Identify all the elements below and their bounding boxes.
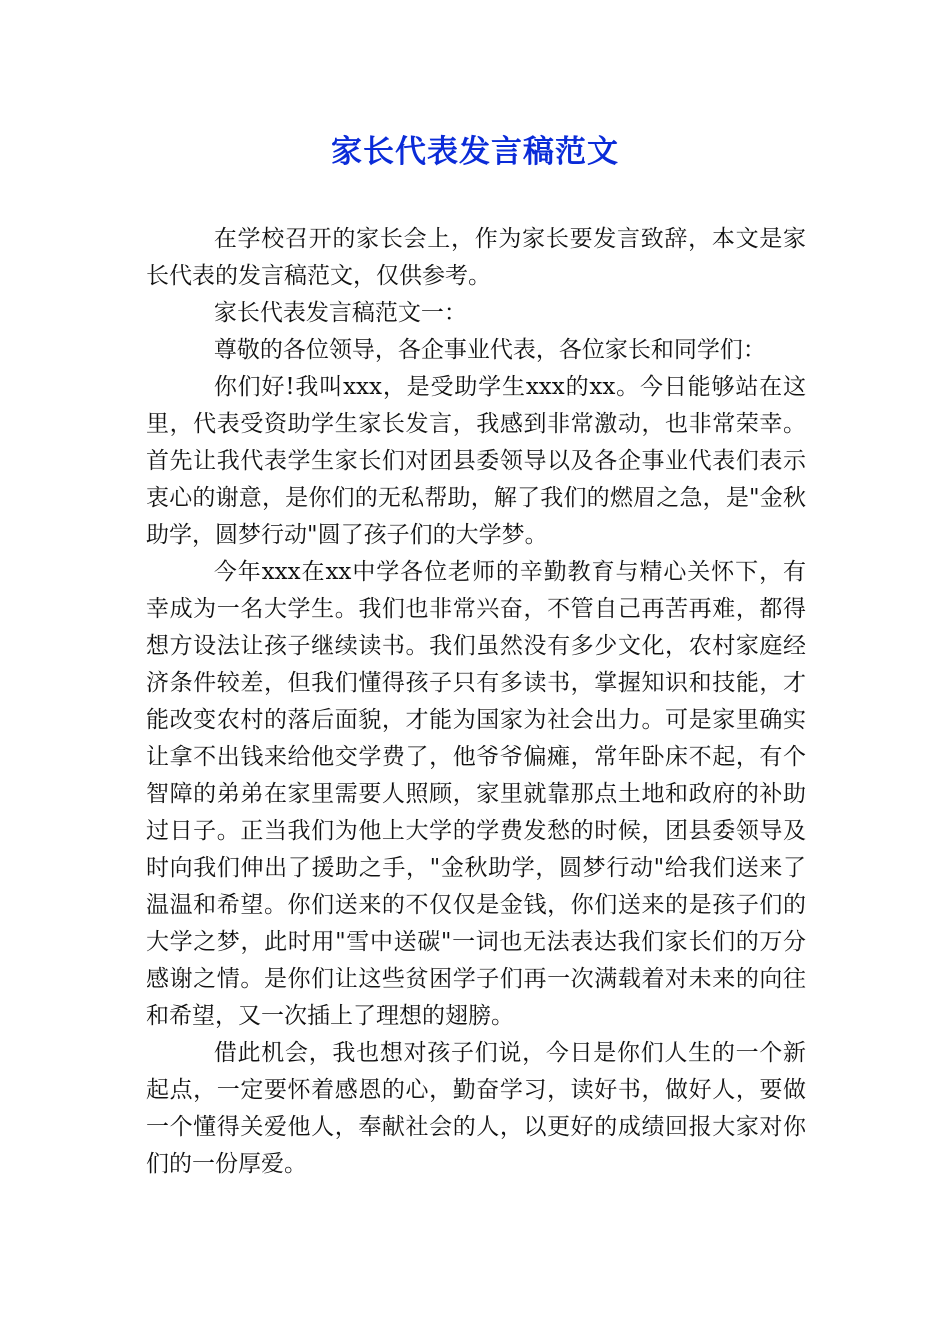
page-title: 家长代表发言稿范文: [331, 134, 619, 170]
paragraph-main: 今年xxx在xx中学各位老师的辛勤教育与精心关怀下，有幸成为一名大学生。我们也非常兴奋，不管自己再苦再难，都得想方设法让孩子继续读书。我们虽然没有多少文化，农村家庭经济条件较差，但我们懂得孩子只有多读书，掌握知识和技能，才能改变农村的落后面貌，才能为国家为社会出力。可是家里确实让拿不出钱来给他交学费了，他爷爷偏瘫，常年卧床不起，有个智障的弟弟在家里需要人照顾，家里就靠那点土地和政府的补助过日子。正当我们为他上大学的学费发愁的时候，团县委领导及时向我们伸出了援助之手，"金秋助学，圆梦行动"给我们送来了温温和希望。你们送来的不仅仅是金钱，你们送来的是孩子们的大学之梦，此时用"雪中送碳"一词也无法表达我们家长们的万分感谢之情。是你们让这些贫困学子们再一次满载着对未来的向往和希望，又一次插上了理想的翅膀。: [146, 559, 806, 1029]
paragraph-closing: 借此机会，我也想对孩子们说，今日是你们人生的一个新起点，一定要怀着感恩的心，勤奋学习，读好书，做好人，要做一个懂得关爱他人，奉献社会的人，以更好的成绩回报大家对你们的一份厚爱。: [146, 1040, 806, 1177]
paragraph-greeting: 你们好!我叫xxx，是受助学生xxx的xx。今日能够站在这里，代表受资助学生家长发言，我感到非常激动，也非常荣幸。首先让我代表学生家长们对团县委领导以及各企事业代表们表示衷心的谢意，是你们的无私帮助，解了我们的燃眉之急，是"金秋助学，圆梦行动"圆了孩子们的大学梦。: [146, 374, 806, 548]
document-body: [146, 221, 806, 1183]
paragraph-intro: 在学校召开的家长会上，作为家长要发言致辞，本文是家长代表的发言稿范文，仅供参考。: [146, 226, 806, 289]
paragraph-heading: 家长代表发言稿范文一：: [213, 300, 467, 326]
paragraph-salutation: 尊敬的各位领导，各企事业代表，各位家长和同学们：: [213, 337, 766, 363]
